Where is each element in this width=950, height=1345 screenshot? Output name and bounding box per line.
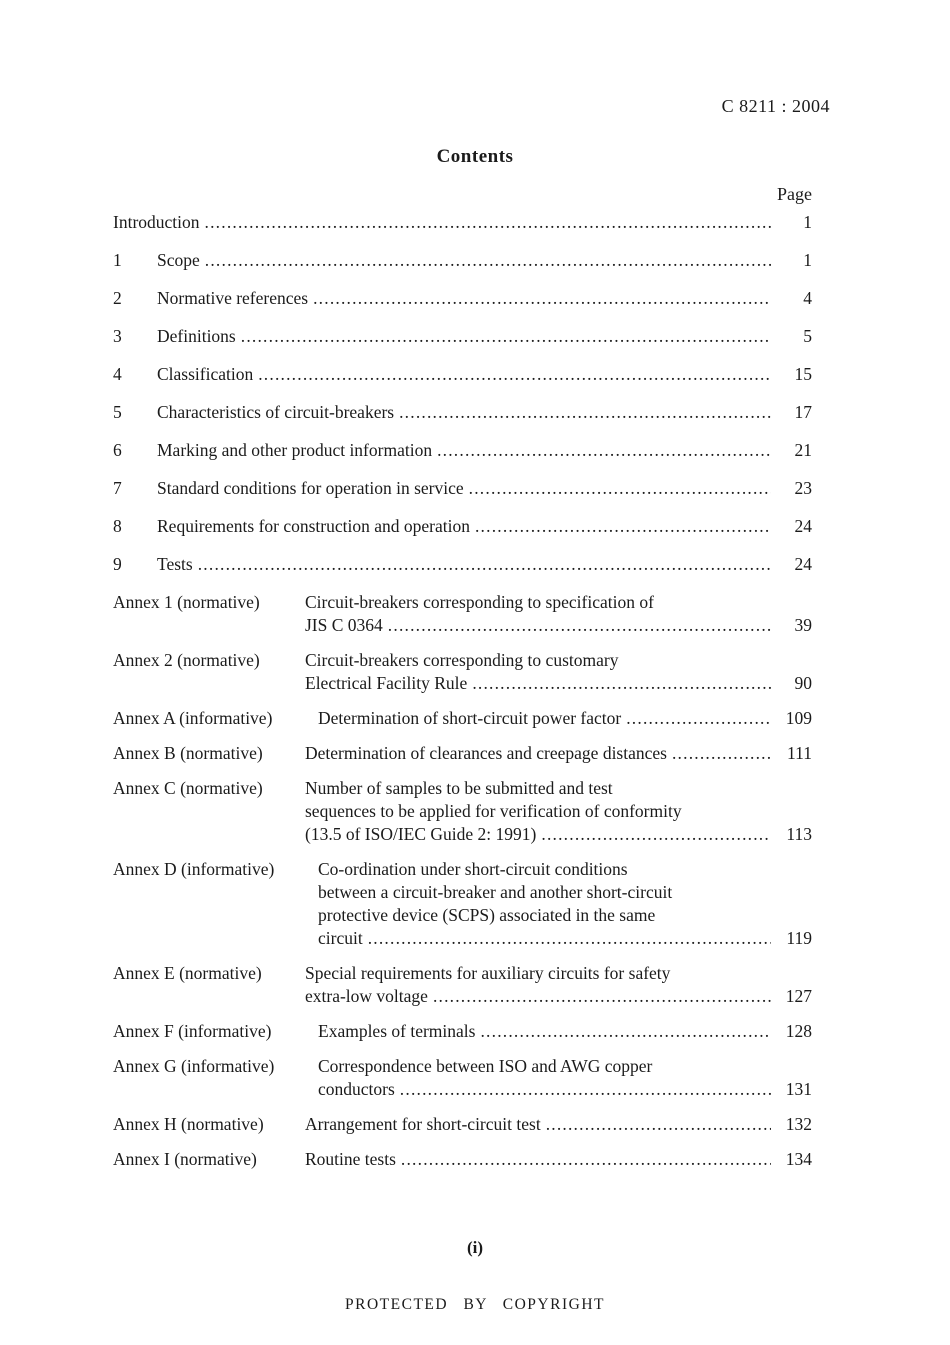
- annex-line: Determination of short-circuit power factor: [318, 708, 622, 728]
- annex-line: sequences to be applied for verification of conformity: [305, 801, 682, 821]
- dot-leader: [433, 985, 771, 1008]
- dot-leader: [546, 1113, 771, 1136]
- annex-entry-h: [113, 1113, 812, 1136]
- dot-leader: [672, 742, 771, 765]
- annex-entry-b: [113, 742, 812, 765]
- section-number: 2: [113, 288, 122, 308]
- annex-description: [305, 962, 812, 1008]
- annex-line: extra-low voltage: [305, 986, 428, 1006]
- dot-leader: [626, 707, 771, 730]
- section-title: Marking and other product information: [157, 440, 433, 460]
- table-of-contents: [113, 211, 812, 1183]
- dot-leader: [258, 363, 771, 386]
- page-number: 15: [794, 364, 812, 384]
- annex-line: between a circuit-breaker and another short-circuit: [318, 882, 673, 902]
- annex-line: Arrangement for short-circuit test: [305, 1114, 541, 1134]
- page-number: 23: [794, 478, 812, 498]
- dot-leader: [437, 439, 771, 462]
- toc-entry-definitions: [113, 325, 812, 348]
- toc-entry-classification: [113, 363, 812, 386]
- section-number: 6: [113, 440, 122, 460]
- annex-description: [305, 649, 812, 695]
- section-number: 4: [113, 364, 122, 384]
- toc-entry-tests: [113, 553, 812, 576]
- dot-leader: [475, 515, 771, 538]
- annex-line: Circuit-breakers corresponding to customary: [305, 650, 619, 670]
- dot-leader: [205, 211, 771, 234]
- section-title: Classification: [157, 364, 254, 384]
- section-title: Definitions: [157, 326, 236, 346]
- annex-description: [305, 591, 812, 637]
- section-title: Standard conditions for operation in service: [157, 478, 464, 498]
- toc-entry-requirements: [113, 515, 812, 538]
- section-number: 5: [113, 402, 122, 422]
- page-number: 134: [785, 1149, 812, 1169]
- dot-leader: [541, 823, 771, 846]
- annex-description: [305, 1020, 812, 1043]
- annex-line: Number of samples to be submitted and test: [305, 778, 613, 798]
- section-title: Characteristics of circuit-breakers: [157, 402, 395, 422]
- toc-entry-marking: [113, 439, 812, 462]
- toc-entry-standard-conditions: [113, 477, 812, 500]
- annex-entry-2: [113, 649, 812, 695]
- toc-entry-scope: [113, 249, 812, 272]
- annex-label: Annex B (normative): [113, 743, 263, 763]
- section-number: 1: [113, 250, 122, 270]
- annex-label: Annex A (informative): [113, 708, 273, 728]
- annex-label: Annex E (normative): [113, 963, 262, 983]
- page-number: 90: [794, 673, 812, 693]
- annex-label: Annex I (normative): [113, 1149, 257, 1169]
- section-number: 7: [113, 478, 122, 498]
- annex-label: Annex 1 (normative): [113, 592, 260, 612]
- dot-leader: [400, 1078, 771, 1101]
- page-number: 132: [785, 1114, 812, 1134]
- section-title: Tests: [157, 554, 193, 574]
- page-footer-number: (i): [466, 1238, 484, 1257]
- page-number: 109: [785, 708, 812, 728]
- toc-entry-characteristics: [113, 401, 812, 424]
- page-number: 5: [803, 326, 812, 346]
- toc-entry-normative-references: [113, 287, 812, 310]
- annex-line: (13.5 of ISO/IEC Guide 2: 1991): [305, 824, 537, 844]
- dot-leader: [313, 287, 771, 310]
- annex-description: [305, 858, 812, 950]
- annex-line: circuit: [318, 928, 363, 948]
- page-number: 21: [794, 440, 812, 460]
- section-number: 9: [113, 554, 122, 574]
- annex-line: Examples of terminals: [318, 1021, 476, 1041]
- dot-leader: [401, 1148, 771, 1171]
- page-number: 39: [794, 615, 812, 635]
- copyright-notice: PROTECTED BY COPYRIGHT: [345, 1296, 605, 1313]
- annex-description: [305, 777, 812, 846]
- doc-number: C 8211 : 2004: [721, 96, 830, 116]
- page-number: 131: [785, 1079, 812, 1099]
- dot-leader: [205, 249, 771, 272]
- page-number: 119: [786, 928, 812, 948]
- annex-line: Co-ordination under short-circuit conditions: [318, 859, 628, 879]
- page-number: 111: [787, 743, 812, 763]
- section-title: Requirements for construction and operation: [157, 516, 470, 536]
- annex-label: Annex 2 (normative): [113, 650, 260, 670]
- annex-entry-d: [113, 858, 812, 950]
- annex-entry-f: [113, 1020, 812, 1043]
- section-number: 3: [113, 326, 122, 346]
- page-number: 24: [794, 554, 812, 574]
- section-title: Scope: [157, 250, 200, 270]
- toc-entry-introduction: [113, 211, 812, 234]
- dot-leader: [198, 553, 771, 576]
- annex-line: Special requirements for auxiliary circuits for safety: [305, 963, 671, 983]
- contents-title: Contents: [436, 146, 514, 167]
- annex-line: protective device (SCPS) associated in the same: [318, 905, 656, 925]
- annex-line: Routine tests: [305, 1149, 396, 1169]
- page-number: 4: [803, 288, 812, 308]
- dot-leader: [399, 401, 771, 424]
- annex-entry-1: [113, 591, 812, 637]
- annex-list: [113, 591, 812, 1171]
- annex-entry-e: [113, 962, 812, 1008]
- annex-entry-a: [113, 707, 812, 730]
- annex-label: Annex D (informative): [113, 859, 275, 879]
- annex-entry-i: [113, 1148, 812, 1171]
- section-number: 8: [113, 516, 122, 536]
- page-number: 17: [794, 402, 812, 422]
- dot-leader: [368, 927, 771, 950]
- page-column-label: Page: [777, 184, 812, 204]
- annex-line: Electrical Facility Rule: [305, 673, 468, 693]
- annex-label: Annex H (normative): [113, 1114, 264, 1134]
- annex-entry-g: [113, 1055, 812, 1101]
- page-number: 1: [803, 250, 812, 270]
- page-number: 113: [786, 824, 812, 844]
- annex-line: Correspondence between ISO and AWG copper: [318, 1056, 653, 1076]
- dot-leader: [472, 672, 771, 695]
- section-title: Introduction: [113, 212, 200, 232]
- dot-leader: [480, 1020, 771, 1043]
- annex-line: JIS C 0364: [305, 615, 383, 635]
- annex-line: Circuit-breakers corresponding to specification of: [305, 592, 654, 612]
- dot-leader: [241, 325, 771, 348]
- annex-description: [305, 742, 812, 765]
- annex-label: Annex C (normative): [113, 778, 263, 798]
- section-title: Normative references: [157, 288, 309, 308]
- annex-description: [305, 1113, 812, 1136]
- annex-label: Annex G (informative): [113, 1056, 275, 1076]
- annex-description: [305, 707, 812, 730]
- annex-line: conductors: [318, 1079, 395, 1099]
- annex-description: [305, 1148, 812, 1171]
- page-number: 1: [803, 212, 812, 232]
- dot-leader: [469, 477, 771, 500]
- page-number: 128: [785, 1021, 812, 1041]
- dot-leader: [388, 614, 771, 637]
- page-number: 127: [785, 986, 812, 1006]
- page-number: 24: [794, 516, 812, 536]
- annex-description: [305, 1055, 812, 1101]
- annex-entry-c: [113, 777, 812, 846]
- annex-label: Annex F (informative): [113, 1021, 272, 1041]
- annex-line: Determination of clearances and creepage distances: [305, 743, 667, 763]
